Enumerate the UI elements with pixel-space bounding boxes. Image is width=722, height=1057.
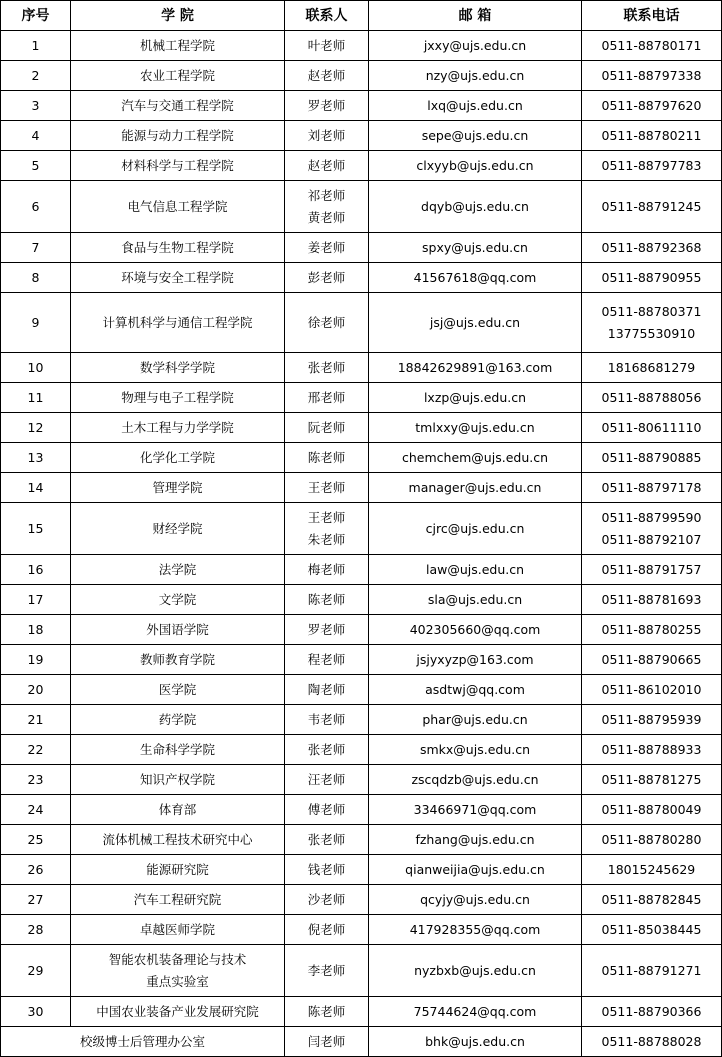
cell-college-line: 环境与安全工程学院 — [121, 269, 234, 285]
cell-contact — [285, 31, 369, 61]
cell-phone-line: 0511-88780171 — [601, 37, 702, 53]
cell-college — [71, 151, 285, 181]
cell-college — [71, 825, 285, 855]
cell-college — [71, 795, 285, 825]
cell-contact-line: 张老师 — [307, 741, 346, 757]
cell-email: spxy@ujs.edu.cn — [369, 233, 582, 263]
cell-phone-line: 18168681279 — [607, 359, 696, 375]
cell-no: 29 — [1, 945, 71, 997]
cell-college-line: 智能农机装备理论与技术 — [108, 951, 247, 967]
cell-phone-line: 0511-88792368 — [601, 239, 702, 255]
cell-contact — [285, 263, 369, 293]
cell-phone-line: 0511-88797338 — [601, 67, 702, 83]
cell-contact — [285, 997, 369, 1027]
table-row — [1, 443, 722, 473]
table-row — [1, 61, 722, 91]
cell-phone-line: 0511-88781693 — [601, 591, 702, 607]
cell-phone — [582, 555, 722, 585]
cell-college-line: 中国农业装备产业发展研究院 — [96, 1003, 259, 1019]
cell-phone-line: 0511-88782845 — [601, 891, 702, 907]
table-row — [1, 997, 722, 1027]
cell-college — [71, 263, 285, 293]
cell-email: 417928355@qq.com — [369, 915, 582, 945]
cell-contact-line: 朱老师 — [307, 531, 346, 547]
cell-contact-line: 韦老师 — [307, 711, 346, 727]
header-row — [1, 1, 722, 31]
cell-email: 18842629891@163.com — [369, 353, 582, 383]
cell-email: asdtwj@qq.com — [369, 675, 582, 705]
cell-college — [71, 735, 285, 765]
table-row — [1, 945, 722, 997]
cell-contact-line: 沙老师 — [307, 891, 346, 907]
cell-contact-line: 王老师 — [307, 479, 346, 495]
cell-phone-line: 0511-88791757 — [601, 561, 702, 577]
cell-no: 14 — [1, 473, 71, 503]
cell-email: law@ujs.edu.cn — [369, 555, 582, 585]
cell-no: 16 — [1, 555, 71, 585]
cell-contact — [285, 765, 369, 795]
cell-college — [71, 675, 285, 705]
cell-phone — [582, 705, 722, 735]
cell-email: 75744624@qq.com — [369, 997, 582, 1027]
cell-college-line: 汽车工程研究院 — [133, 891, 222, 907]
cell-contact — [285, 181, 369, 233]
cell-contact — [285, 945, 369, 997]
cell-phone — [582, 585, 722, 615]
cell-phone-line: 0511-88799590 — [601, 509, 702, 525]
cell-no: 25 — [1, 825, 71, 855]
cell-phone — [582, 885, 722, 915]
cell-contact — [285, 443, 369, 473]
cell-contact — [285, 705, 369, 735]
cell-contact-line: 张老师 — [307, 831, 346, 847]
cell-email: dqyb@ujs.edu.cn — [369, 181, 582, 233]
cell-phone — [582, 121, 722, 151]
cell-no: 6 — [1, 181, 71, 233]
cell-phone-line: 0511-86102010 — [601, 681, 702, 697]
cell-college — [71, 645, 285, 675]
cell-no: 8 — [1, 263, 71, 293]
table-row — [1, 263, 722, 293]
cell-college — [71, 855, 285, 885]
table-row — [1, 915, 722, 945]
table-row — [1, 825, 722, 855]
cell-no: 2 — [1, 61, 71, 91]
cell-college — [71, 503, 285, 555]
cell-no: 10 — [1, 353, 71, 383]
cell-email: phar@ujs.edu.cn — [369, 705, 582, 735]
cell-college — [71, 31, 285, 61]
table-row — [1, 675, 722, 705]
cell-college-line: 知识产权学院 — [139, 771, 215, 787]
cell-contact-line: 叶老师 — [307, 37, 346, 53]
cell-phone-line: 18015245629 — [607, 861, 696, 877]
cell-college-line: 财经学院 — [152, 520, 203, 536]
table-row — [1, 293, 722, 353]
cell-phone-line: 0511-88790665 — [601, 651, 702, 667]
footer-phone: 0511-88788028 — [582, 1027, 722, 1057]
cell-no: 20 — [1, 675, 71, 705]
cell-no: 27 — [1, 885, 71, 915]
cell-contact-line: 陈老师 — [307, 449, 346, 465]
cell-no: 11 — [1, 383, 71, 413]
cell-email: lxq@ujs.edu.cn — [369, 91, 582, 121]
header-phone: 联系电话 — [582, 1, 722, 31]
cell-phone — [582, 997, 722, 1027]
cell-contact-line: 罗老师 — [307, 97, 346, 113]
cell-contact-line: 赵老师 — [307, 67, 346, 83]
cell-college — [71, 233, 285, 263]
cell-phone-line: 13775530910 — [607, 325, 696, 341]
cell-email: zscqdzb@ujs.edu.cn — [369, 765, 582, 795]
cell-email: lxzp@ujs.edu.cn — [369, 383, 582, 413]
cell-contact-line: 陶老师 — [307, 681, 346, 697]
table-row — [1, 615, 722, 645]
cell-email: manager@ujs.edu.cn — [369, 473, 582, 503]
cell-contact — [285, 383, 369, 413]
table-row — [1, 503, 722, 555]
cell-college-line: 流体机械工程技术研究中心 — [102, 831, 253, 847]
cell-contact-line: 罗老师 — [307, 621, 346, 637]
cell-contact — [285, 413, 369, 443]
cell-email: sla@ujs.edu.cn — [369, 585, 582, 615]
cell-phone-line: 0511-88780280 — [601, 831, 702, 847]
table-row — [1, 31, 722, 61]
cell-email: tmlxxy@ujs.edu.cn — [369, 413, 582, 443]
header-email: 邮 箱 — [369, 1, 582, 31]
cell-email: nzy@ujs.edu.cn — [369, 61, 582, 91]
cell-phone — [582, 61, 722, 91]
cell-phone — [582, 795, 722, 825]
cell-phone — [582, 645, 722, 675]
cell-phone-line: 0511-88797620 — [601, 97, 702, 113]
cell-no: 7 — [1, 233, 71, 263]
cell-college — [71, 615, 285, 645]
cell-email: 41567618@qq.com — [369, 263, 582, 293]
cell-college-line: 物理与电子工程学院 — [121, 389, 234, 405]
cell-contact-line: 赵老师 — [307, 157, 346, 173]
cell-phone-line: 0511-88780049 — [601, 801, 702, 817]
cell-phone-line: 0511-85038445 — [601, 921, 702, 937]
cell-college-line: 文学院 — [158, 591, 197, 607]
cell-contact-line: 陈老师 — [307, 1003, 346, 1019]
cell-phone-line: 0511-88795939 — [601, 711, 702, 727]
cell-phone — [582, 825, 722, 855]
cell-contact-line: 陈老师 — [307, 591, 346, 607]
cell-no: 22 — [1, 735, 71, 765]
cell-contact-line: 梅老师 — [307, 561, 346, 577]
cell-contact-line: 王老师 — [307, 509, 346, 525]
cell-college — [71, 353, 285, 383]
cell-college-line: 卓越医师学院 — [139, 921, 215, 937]
cell-contact-line: 张老师 — [307, 359, 346, 375]
cell-contact — [285, 503, 369, 555]
cell-college-line: 外国语学院 — [146, 621, 209, 637]
cell-email: nyzbxb@ujs.edu.cn — [369, 945, 582, 997]
cell-contact — [285, 353, 369, 383]
cell-no: 19 — [1, 645, 71, 675]
cell-college-line: 汽车与交通工程学院 — [121, 97, 234, 113]
cell-college — [71, 121, 285, 151]
table-row — [1, 353, 722, 383]
cell-college — [71, 293, 285, 353]
cell-college — [71, 443, 285, 473]
cell-college — [71, 555, 285, 585]
cell-contact — [285, 473, 369, 503]
cell-college-line: 材料科学与工程学院 — [121, 157, 234, 173]
cell-contact — [285, 675, 369, 705]
cell-phone — [582, 353, 722, 383]
cell-contact-line: 姜老师 — [307, 239, 346, 255]
cell-email: jsjyxyzp@163.com — [369, 645, 582, 675]
cell-college — [71, 885, 285, 915]
cell-contact-line: 傅老师 — [307, 801, 346, 817]
cell-contact-line: 阮老师 — [307, 419, 346, 435]
cell-contact — [285, 915, 369, 945]
cell-phone-line: 0511-88791271 — [601, 962, 702, 978]
cell-contact-line: 彭老师 — [307, 269, 346, 285]
cell-phone-line: 0511-88780255 — [601, 621, 702, 637]
cell-phone — [582, 735, 722, 765]
cell-contact-line: 邢老师 — [307, 389, 346, 405]
cell-phone — [582, 31, 722, 61]
cell-college-line: 重点实验室 — [146, 973, 209, 989]
cell-email: qianweijia@ujs.edu.cn — [369, 855, 582, 885]
cell-college-line: 数学科学学院 — [139, 359, 215, 375]
table-row — [1, 121, 722, 151]
cell-college-line: 计算机科学与通信工程学院 — [102, 314, 253, 330]
cell-contact — [285, 795, 369, 825]
cell-no: 17 — [1, 585, 71, 615]
cell-contact-line: 刘老师 — [307, 127, 346, 143]
cell-no: 4 — [1, 121, 71, 151]
table-row — [1, 413, 722, 443]
cell-no: 24 — [1, 795, 71, 825]
table-row — [1, 765, 722, 795]
cell-phone-line: 0511-88791245 — [601, 198, 702, 214]
cell-email: sepe@ujs.edu.cn — [369, 121, 582, 151]
cell-phone-line: 0511-88797178 — [601, 479, 702, 495]
cell-contact — [285, 61, 369, 91]
cell-college-line: 法学院 — [158, 561, 197, 577]
header-no: 序号 — [1, 1, 71, 31]
cell-contact — [285, 735, 369, 765]
cell-no: 15 — [1, 503, 71, 555]
table-row — [1, 795, 722, 825]
table-row — [1, 151, 722, 181]
table-row — [1, 91, 722, 121]
cell-contact — [285, 585, 369, 615]
cell-contact — [285, 615, 369, 645]
cell-college — [71, 585, 285, 615]
cell-contact-line: 程老师 — [307, 651, 346, 667]
cell-phone — [582, 151, 722, 181]
cell-college — [71, 945, 285, 997]
cell-contact-line: 钱老师 — [307, 861, 346, 877]
cell-contact — [285, 825, 369, 855]
header-contact: 联系人 — [285, 1, 369, 31]
cell-phone-line: 0511-88790366 — [601, 1003, 702, 1019]
cell-contact-line: 汪老师 — [307, 771, 346, 787]
cell-no: 18 — [1, 615, 71, 645]
cell-college — [71, 765, 285, 795]
cell-phone — [582, 383, 722, 413]
cell-phone-line: 0511-88788933 — [601, 741, 702, 757]
cell-phone — [582, 765, 722, 795]
footer-contact: 闫老师 — [285, 1027, 369, 1057]
footer-email: bhk@ujs.edu.cn — [369, 1027, 582, 1057]
cell-email: jxxy@ujs.edu.cn — [369, 31, 582, 61]
cell-college — [71, 181, 285, 233]
cell-college — [71, 61, 285, 91]
table-row — [1, 705, 722, 735]
cell-college — [71, 91, 285, 121]
table-row — [1, 585, 722, 615]
cell-phone — [582, 293, 722, 353]
table-body — [1, 31, 722, 1027]
header-college: 学 院 — [71, 1, 285, 31]
cell-phone — [582, 945, 722, 997]
cell-email: fzhang@ujs.edu.cn — [369, 825, 582, 855]
cell-college-line: 医学院 — [158, 681, 197, 697]
cell-contact — [285, 151, 369, 181]
cell-email: chemchem@ujs.edu.cn — [369, 443, 582, 473]
cell-no: 13 — [1, 443, 71, 473]
cell-no: 30 — [1, 997, 71, 1027]
cell-contact — [285, 233, 369, 263]
cell-phone-line: 0511-88797783 — [601, 157, 702, 173]
cell-college — [71, 915, 285, 945]
cell-email: cjrc@ujs.edu.cn — [369, 503, 582, 555]
cell-phone — [582, 233, 722, 263]
cell-no: 28 — [1, 915, 71, 945]
cell-no: 1 — [1, 31, 71, 61]
cell-email: qcyjy@ujs.edu.cn — [369, 885, 582, 915]
cell-contact — [285, 555, 369, 585]
cell-contact — [285, 645, 369, 675]
footer-row — [1, 1027, 722, 1057]
footer-college: 校级博士后管理办公室 — [1, 1027, 285, 1057]
cell-email: smkx@ujs.edu.cn — [369, 735, 582, 765]
cell-phone — [582, 915, 722, 945]
cell-email: 33466971@qq.com — [369, 795, 582, 825]
cell-phone — [582, 855, 722, 885]
cell-phone — [582, 503, 722, 555]
cell-phone — [582, 181, 722, 233]
cell-contact — [285, 885, 369, 915]
cell-contact — [285, 121, 369, 151]
cell-contact-line: 倪老师 — [307, 921, 346, 937]
cell-email: jsj@ujs.edu.cn — [369, 293, 582, 353]
cell-no: 21 — [1, 705, 71, 735]
table-row — [1, 473, 722, 503]
cell-phone-line: 0511-88780371 — [601, 303, 702, 319]
table-row — [1, 555, 722, 585]
cell-no: 23 — [1, 765, 71, 795]
cell-phone-line: 0511-80611110 — [601, 419, 702, 435]
cell-college-line: 管理学院 — [152, 479, 203, 495]
cell-college-line: 教师教育学院 — [139, 651, 215, 667]
cell-phone — [582, 675, 722, 705]
cell-college-line: 化学化工学院 — [139, 449, 215, 465]
cell-no: 5 — [1, 151, 71, 181]
cell-phone — [582, 473, 722, 503]
cell-college-line: 体育部 — [158, 801, 197, 817]
cell-phone — [582, 443, 722, 473]
cell-phone-line: 0511-88780211 — [601, 127, 702, 143]
cell-college — [71, 997, 285, 1027]
cell-college-line: 农业工程学院 — [139, 67, 215, 83]
cell-college — [71, 473, 285, 503]
cell-college-line: 能源研究院 — [146, 861, 209, 877]
cell-phone-line: 0511-88781275 — [601, 771, 702, 787]
cell-email: clxyyb@ujs.edu.cn — [369, 151, 582, 181]
cell-contact-line: 李老师 — [307, 962, 346, 978]
cell-college-line: 食品与生物工程学院 — [121, 239, 234, 255]
cell-college-line: 能源与动力工程学院 — [121, 127, 234, 143]
cell-no: 12 — [1, 413, 71, 443]
cell-no: 26 — [1, 855, 71, 885]
cell-college — [71, 705, 285, 735]
cell-contact — [285, 91, 369, 121]
cell-contact-line: 黄老师 — [307, 209, 346, 225]
cell-college-line: 生命科学学院 — [139, 741, 215, 757]
table-row — [1, 735, 722, 765]
table-row — [1, 181, 722, 233]
cell-phone-line: 0511-88788056 — [601, 389, 702, 405]
cell-college — [71, 383, 285, 413]
cell-phone-line: 0511-88790885 — [601, 449, 702, 465]
table-row — [1, 233, 722, 263]
cell-contact — [285, 293, 369, 353]
table-row — [1, 885, 722, 915]
cell-contact-line: 祁老师 — [307, 187, 346, 203]
cell-phone — [582, 263, 722, 293]
table-row — [1, 645, 722, 675]
cell-college-line: 机械工程学院 — [139, 37, 215, 53]
cell-college-line: 药学院 — [158, 711, 197, 727]
cell-college — [71, 413, 285, 443]
table-row — [1, 383, 722, 413]
cell-phone-line: 0511-88792107 — [601, 531, 702, 547]
cell-phone — [582, 91, 722, 121]
cell-contact — [285, 855, 369, 885]
cell-phone-line: 0511-88790955 — [601, 269, 702, 285]
cell-college-line: 土木工程与力学学院 — [121, 419, 234, 435]
cell-phone — [582, 413, 722, 443]
cell-contact-line: 徐老师 — [307, 314, 346, 330]
cell-email: 402305660@qq.com — [369, 615, 582, 645]
table-row — [1, 855, 722, 885]
cell-college-line: 电气信息工程学院 — [127, 198, 228, 214]
cell-no: 9 — [1, 293, 71, 353]
cell-phone — [582, 615, 722, 645]
cell-no: 3 — [1, 91, 71, 121]
